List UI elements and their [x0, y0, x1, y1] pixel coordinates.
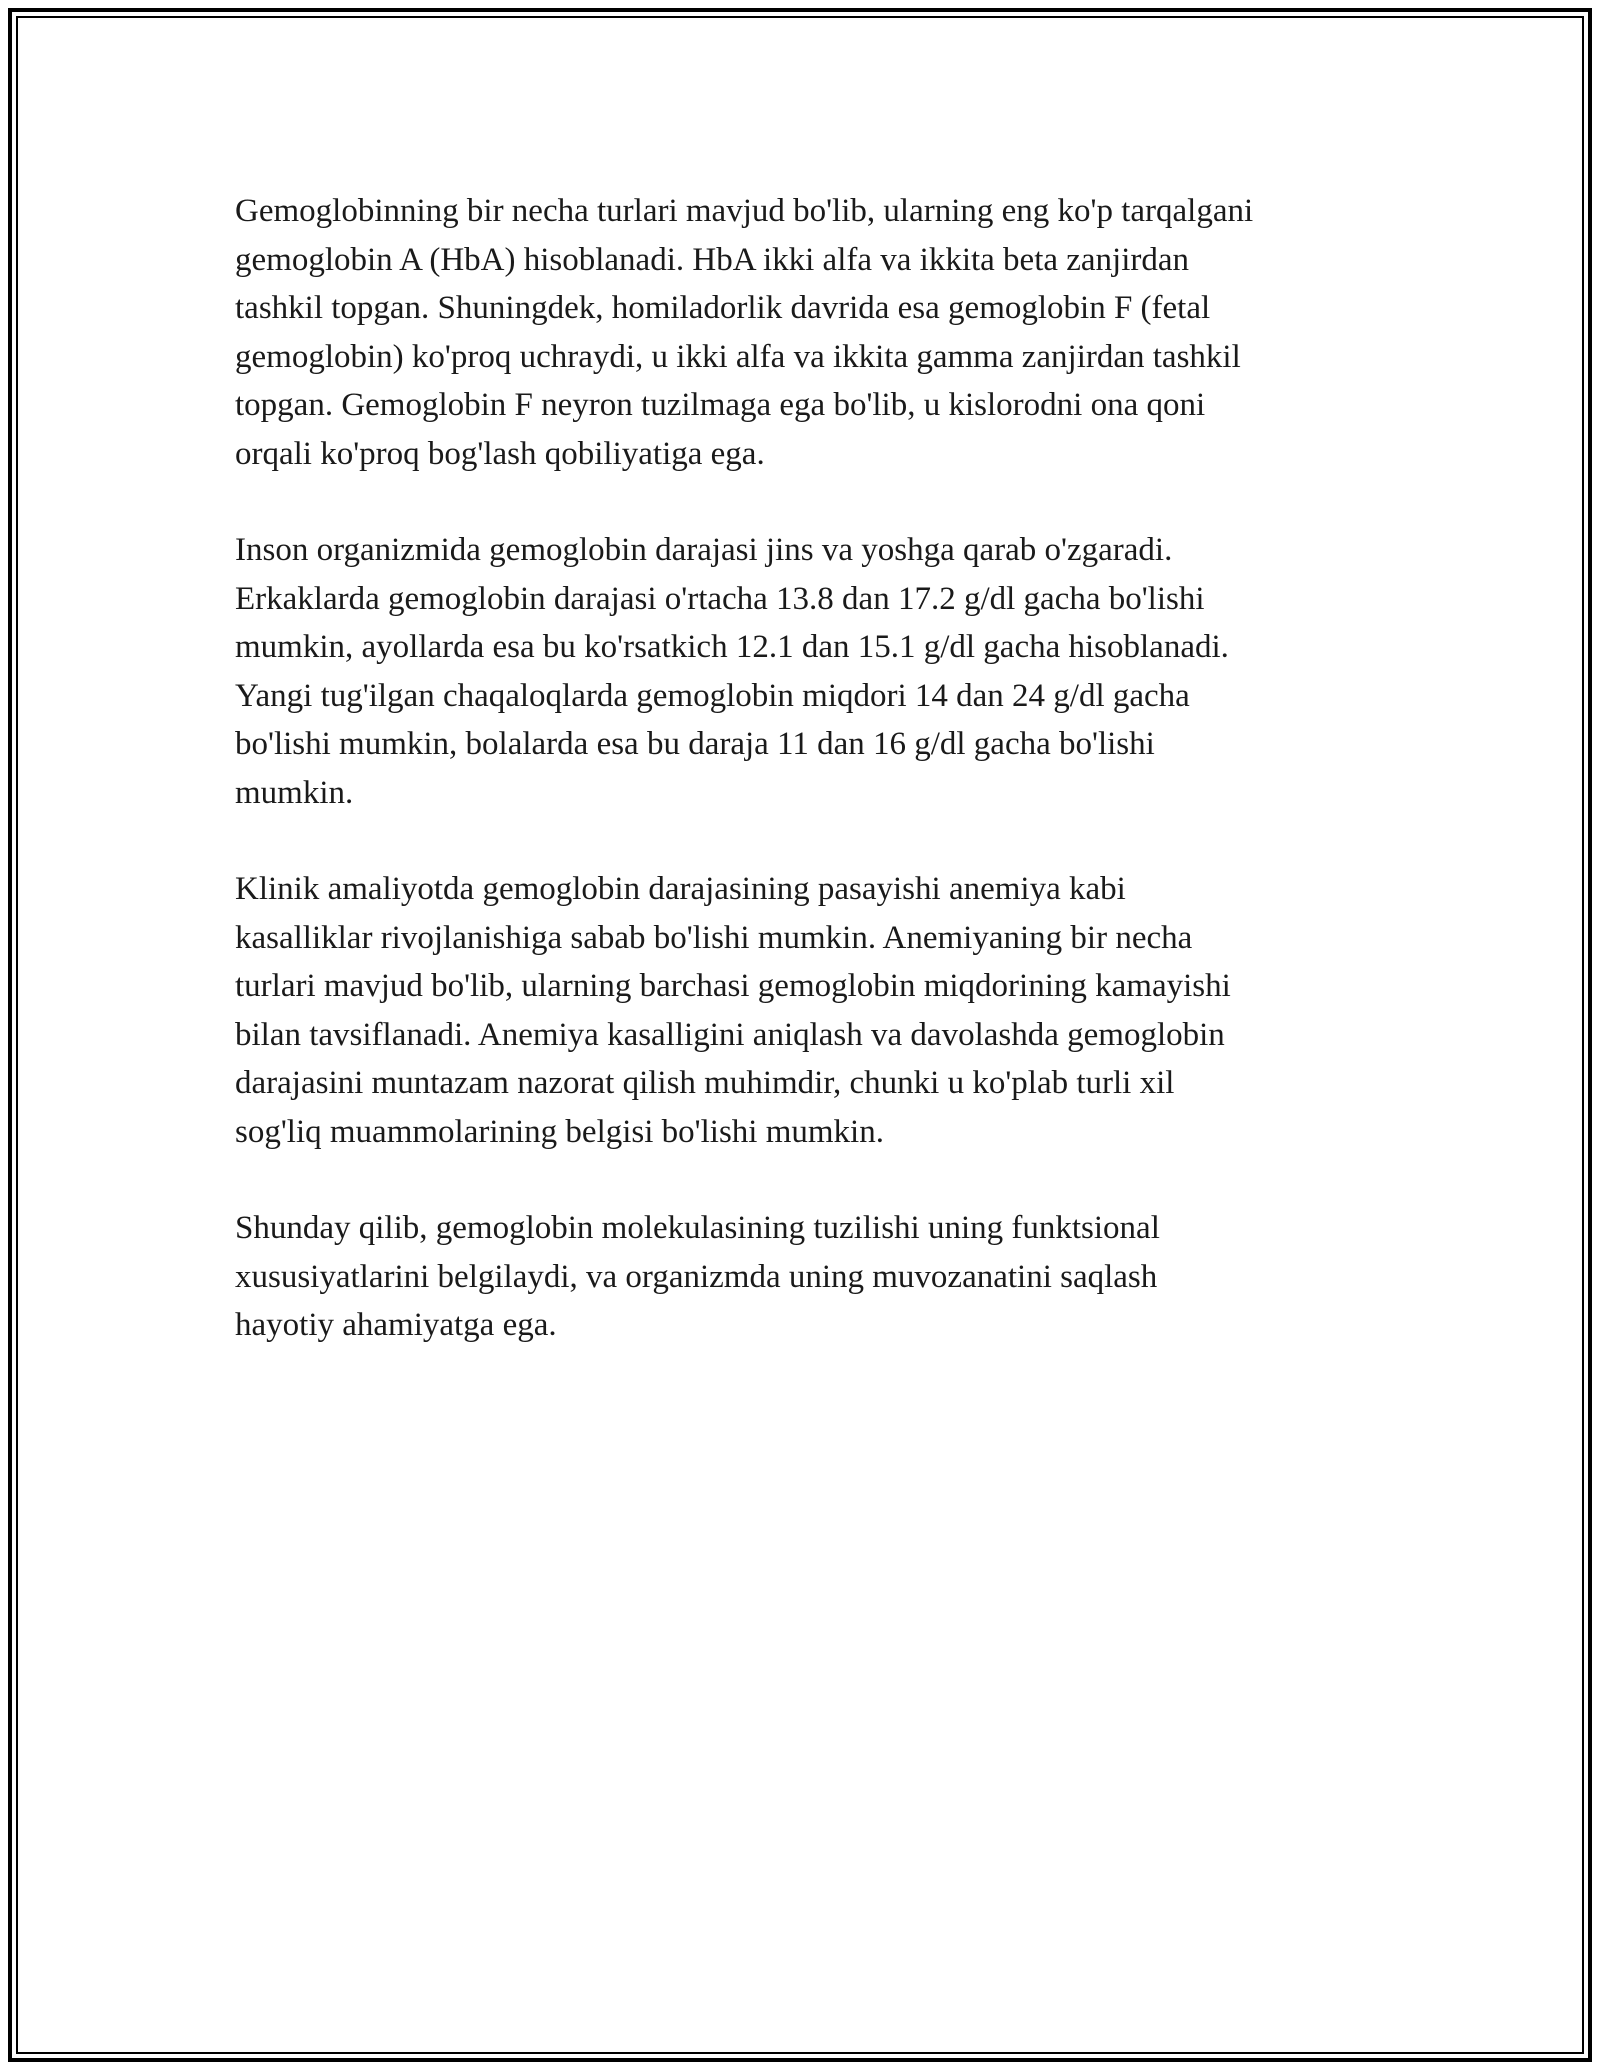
text-line: Yangi tug'ilgan chaqaloqlarda gemoglobin miqdori 14 dan 24 g/dl gacha — [235, 677, 1190, 714]
text-line: Inson organizmida gemoglobin darajasi jins va yoshga qarab o'zgaradi. — [235, 532, 1173, 568]
text-line: tashkil topgan. Shuningdek, homiladorlik davrida esa gemoglobin F (fetal — [235, 290, 1211, 326]
text-line: gemoglobin) ko'proq uchraydi, u ikki alfa va ikkita gamma zanjirdan tashkil — [235, 338, 1241, 375]
text-line: Klinik amaliyotda gemoglobin darajasining pasayishi anemiya kabi — [235, 871, 1126, 907]
text-line: kasalliklar rivojlanishiga sabab bo'lishi mumkin. Anemiyaning bir necha — [235, 919, 1193, 956]
paragraph — [235, 187, 1385, 478]
text-line: sog'liq muammolarining belgisi bo'lishi mumkin. — [235, 1113, 884, 1150]
text-line: bo'lishi mumkin, bolalarda esa bu daraja 11 dan 16 g/dl gacha bo'lishi — [235, 726, 1155, 762]
text-line: mumkin, ayollarda esa bu ko'rsatkich 12.1 dan 15.1 g/dl gacha hisoblanadi. — [235, 629, 1229, 665]
document-body — [235, 187, 1385, 1398]
text-line: xususiyatlarini belgilaydi, va organizmda uning muvozanatini saqlash — [235, 1258, 1158, 1295]
text-line: Erkaklarda gemoglobin darajasi o'rtacha 13.8 dan 17.2 g/dl gacha bo'lishi — [235, 580, 1205, 617]
text-line: gemoglobin A (HbA) hisoblanadi. HbA ikki alfa va ikkita beta zanjirdan — [235, 241, 1190, 278]
text-line: mumkin. — [235, 774, 354, 811]
text-line: hayotiy ahamiyatga ega. — [235, 1307, 557, 1343]
text-line: bilan tavsiflanadi. Anemiya kasalligini aniqlash va davolashda gemoglobin — [235, 1016, 1225, 1053]
text-line: Gemoglobinning bir necha turlari mavjud bo'lib, ularning eng ko'p tarqalgani — [235, 193, 1254, 229]
paragraph — [235, 865, 1385, 1156]
text-line: topgan. Gemoglobin F neyron tuzilmaga ega bo'lib, u kislorodni ona qoni — [235, 387, 1206, 423]
text-line: darajasini muntazam nazorat qilish muhimdir, chunki u ko'plab turli xil — [235, 1065, 1175, 1101]
text-line: Shunday qilib, gemoglobin molekulasining tuzilishi uning funktsional — [235, 1210, 1160, 1246]
paragraph — [235, 526, 1385, 817]
text-line: orqali ko'proq bog'lash qobiliyatiga ega. — [235, 435, 765, 472]
text-line: turlari mavjud bo'lib, ularning barchasi gemoglobin miqdorining kamayishi — [235, 968, 1231, 1004]
paragraph — [235, 1204, 1385, 1350]
